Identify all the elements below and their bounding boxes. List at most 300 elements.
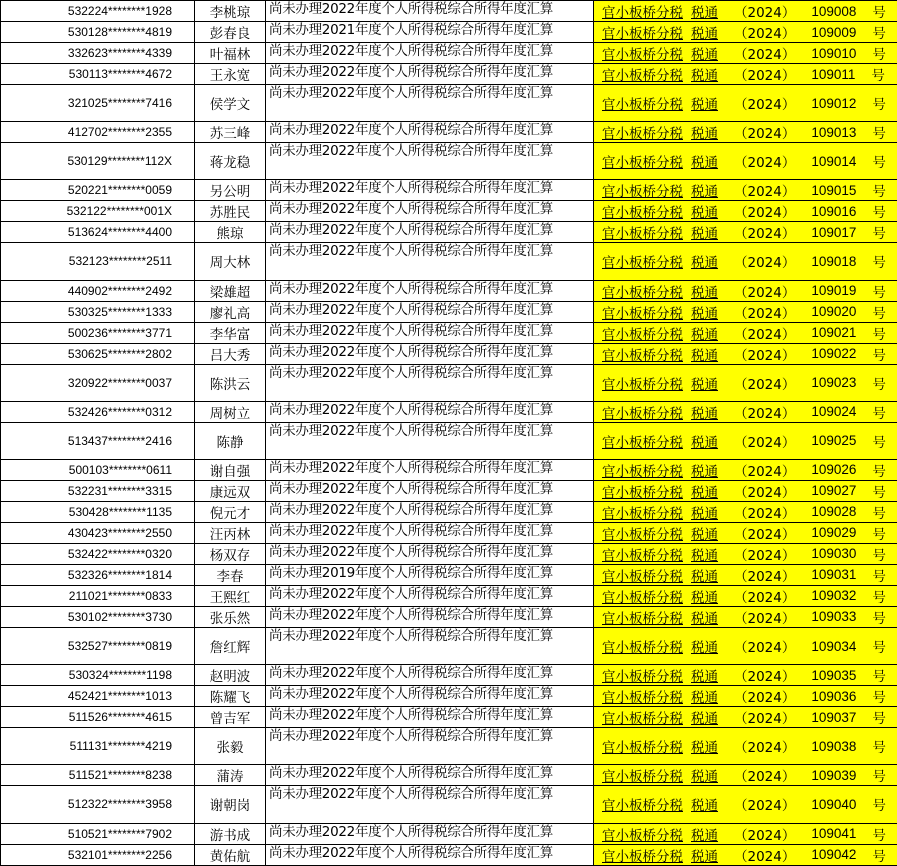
document-number [602, 222, 897, 242]
taxpayer-name-cell[interactable]: 谢自强 [195, 459, 266, 480]
document-number [602, 765, 897, 785]
doc-office: 官小板桥分税 [602, 565, 683, 585]
document-number-cell[interactable] [594, 823, 897, 844]
taxpayer-name-cell[interactable]: 侯学文 [195, 85, 266, 122]
doc-serial: 109039 [811, 768, 856, 783]
id-number-cell[interactable]: 530128********4819 [1, 22, 195, 43]
taxpayer-name-cell[interactable]: 游书成 [195, 823, 266, 844]
status-cell[interactable]: 尚未办理2022年度个人所得税综合所得年度汇算 [266, 543, 594, 564]
document-number [602, 523, 897, 543]
document-number-cell[interactable] [594, 22, 897, 43]
doc-office: 官小板桥分税 [602, 222, 683, 242]
taxpayer-name-cell[interactable]: 苏胜民 [195, 201, 266, 222]
doc-year: （2024） [734, 523, 795, 543]
status-cell[interactable]: 尚未办理2022年度个人所得税综合所得年度汇算 [266, 322, 594, 343]
id-number-cell[interactable]: 511526********4615 [1, 707, 195, 728]
status-cell[interactable]: 尚未办理2019年度个人所得税综合所得年度汇算 [266, 564, 594, 585]
status-cell[interactable]: 尚未办理2022年度个人所得税综合所得年度汇算 [266, 364, 594, 401]
doc-suffix: 号 [872, 1, 886, 21]
doc-serial: 109028 [811, 504, 856, 519]
id-number-cell[interactable]: 440902********2492 [1, 280, 195, 301]
status-cell[interactable]: 尚未办理2022年度个人所得税综合所得年度汇算 [266, 301, 594, 322]
doc-word: 税通 [691, 22, 718, 42]
doc-word: 税通 [691, 323, 718, 343]
table-row [1, 686, 897, 707]
table-row [1, 823, 897, 844]
doc-office: 官小板桥分税 [602, 481, 683, 501]
doc-word: 税通 [691, 402, 718, 422]
doc-suffix: 号 [872, 302, 886, 322]
document-number [602, 544, 897, 564]
table-row [1, 222, 897, 243]
doc-year: （2024） [734, 222, 795, 242]
doc-serial: 109029 [811, 525, 856, 540]
doc-office: 官小板桥分税 [602, 323, 683, 343]
document-number [602, 281, 897, 301]
document-number [602, 665, 897, 685]
status-cell[interactable]: 尚未办理2022年度个人所得税综合所得年度汇算 [266, 222, 594, 243]
doc-word: 税通 [691, 281, 718, 301]
document-number-cell[interactable] [594, 765, 897, 786]
doc-word: 税通 [691, 607, 718, 627]
id-number-cell[interactable]: 532122********001X [1, 201, 195, 222]
status-cell[interactable]: 尚未办理2022年度个人所得税综合所得年度汇算 [266, 480, 594, 501]
doc-office: 官小板桥分税 [602, 201, 683, 221]
taxpayer-name-cell[interactable]: 李桃琼 [195, 1, 266, 22]
id-number-cell[interactable]: 532123********2511 [1, 243, 195, 280]
document-number-cell[interactable] [594, 564, 897, 585]
document-number-cell[interactable] [594, 422, 897, 459]
document-number [602, 565, 897, 585]
doc-serial: 109008 [811, 4, 856, 19]
doc-year: （2024） [734, 765, 795, 785]
id-number-cell[interactable]: 530428********1135 [1, 501, 195, 522]
taxpayer-name-cell[interactable]: 李春 [195, 564, 266, 585]
doc-year: （2024） [734, 502, 795, 522]
document-number-cell[interactable] [594, 364, 897, 401]
status-cell[interactable]: 尚未办理2022年度个人所得税综合所得年度汇算 [266, 343, 594, 364]
document-number-cell[interactable] [594, 627, 897, 664]
taxpayer-name-cell[interactable]: 蒋龙稳 [195, 143, 266, 180]
status-cell[interactable]: 尚未办理2022年度个人所得税综合所得年度汇算 [266, 1, 594, 22]
document-number-cell[interactable] [594, 665, 897, 686]
taxpayer-name-cell[interactable]: 陈耀飞 [195, 686, 266, 707]
doc-word: 税通 [691, 544, 718, 564]
id-number-cell[interactable]: 430423********2550 [1, 522, 195, 543]
table-row [1, 665, 897, 686]
table-row [1, 343, 897, 364]
doc-year: （2024） [734, 481, 795, 501]
doc-suffix: 号 [872, 22, 886, 42]
doc-year: （2024） [734, 302, 795, 322]
doc-year: （2024） [734, 736, 795, 756]
doc-suffix: 号 [872, 481, 886, 501]
doc-word: 税通 [691, 93, 718, 113]
document-number [602, 122, 897, 142]
doc-office: 官小板桥分税 [602, 502, 683, 522]
doc-suffix: 号 [872, 845, 886, 865]
doc-word: 税通 [691, 845, 718, 865]
status-cell[interactable]: 尚未办理2022年度个人所得税综合所得年度汇算 [266, 280, 594, 301]
doc-serial: 109025 [811, 433, 856, 448]
id-number-cell[interactable]: 530325********1333 [1, 301, 195, 322]
table-row [1, 243, 897, 280]
document-number-cell[interactable] [594, 606, 897, 627]
doc-year: （2024） [734, 201, 795, 221]
doc-office: 官小板桥分税 [602, 43, 683, 63]
doc-serial: 109014 [811, 154, 856, 169]
doc-word: 税通 [691, 64, 718, 84]
table-row [1, 322, 897, 343]
doc-word: 税通 [691, 686, 718, 706]
document-number [602, 736, 897, 756]
doc-year: （2024） [734, 845, 795, 865]
id-number-cell[interactable]: 532101********2256 [1, 844, 195, 865]
status-cell[interactable]: 尚未办理2022年度个人所得税综合所得年度汇算 [266, 459, 594, 480]
status-cell[interactable]: 尚未办理2022年度个人所得税综合所得年度汇算 [266, 243, 594, 280]
doc-suffix: 号 [872, 586, 886, 606]
document-number-cell[interactable] [594, 122, 897, 143]
taxpayer-name-cell[interactable]: 彭春良 [195, 22, 266, 43]
doc-serial: 109022 [811, 346, 856, 361]
taxpayer-name-cell[interactable]: 王永宽 [195, 64, 266, 85]
taxpayer-name-cell[interactable]: 周树立 [195, 401, 266, 422]
taxpayer-name-cell[interactable]: 张毅 [195, 728, 266, 765]
doc-serial: 109020 [811, 304, 856, 319]
document-number-cell[interactable] [594, 543, 897, 564]
taxpayer-name-cell[interactable]: 詹红辉 [195, 627, 266, 664]
doc-office: 官小板桥分税 [602, 765, 683, 785]
status-cell[interactable]: 尚未办理2022年度个人所得税综合所得年度汇算 [266, 85, 594, 122]
doc-suffix: 号 [872, 636, 886, 656]
document-number [602, 402, 897, 422]
doc-word: 税通 [691, 707, 718, 727]
table-row [1, 422, 897, 459]
document-number-cell[interactable] [594, 786, 897, 823]
id-number-cell[interactable]: 511131********4219 [1, 728, 195, 765]
document-number-cell[interactable] [594, 1, 897, 22]
status-cell[interactable]: 尚未办理2021年度个人所得税综合所得年度汇算 [266, 22, 594, 43]
doc-office: 官小板桥分税 [602, 64, 683, 84]
status-cell[interactable]: 尚未办理2022年度个人所得税综合所得年度汇算 [266, 522, 594, 543]
id-number-cell[interactable]: 512322********3958 [1, 786, 195, 823]
status-cell[interactable]: 尚未办理2022年度个人所得税综合所得年度汇算 [266, 765, 594, 786]
id-number-cell[interactable]: 513624********4400 [1, 222, 195, 243]
document-number [602, 460, 897, 480]
id-number-cell[interactable]: 532326********1814 [1, 564, 195, 585]
status-cell[interactable]: 尚未办理2022年度个人所得税综合所得年度汇算 [266, 122, 594, 143]
doc-office: 官小板桥分税 [602, 586, 683, 606]
doc-suffix: 号 [872, 607, 886, 627]
document-number [602, 323, 897, 343]
document-number-cell[interactable] [594, 201, 897, 222]
id-number-cell[interactable]: 530113********4672 [1, 64, 195, 85]
status-cell[interactable]: 尚未办理2022年度个人所得税综合所得年度汇算 [266, 665, 594, 686]
doc-suffix: 号 [872, 93, 886, 113]
doc-year: （2024） [734, 373, 795, 393]
document-number-cell[interactable] [594, 522, 897, 543]
taxpayer-name-cell[interactable]: 谢朝岗 [195, 786, 266, 823]
doc-year: （2024） [734, 794, 795, 814]
document-number-cell[interactable] [594, 728, 897, 765]
id-number-cell[interactable]: 500236********3771 [1, 322, 195, 343]
taxpayer-name-cell[interactable]: 汪丙林 [195, 522, 266, 543]
doc-serial: 109017 [811, 225, 856, 240]
doc-year: （2024） [734, 544, 795, 564]
table-row [1, 64, 897, 85]
doc-office: 官小板桥分税 [602, 686, 683, 706]
id-number-cell[interactable]: 532224********1928 [1, 1, 195, 22]
status-cell[interactable]: 尚未办理2022年度个人所得税综合所得年度汇算 [266, 43, 594, 64]
taxpayer-name-cell[interactable]: 叶福林 [195, 43, 266, 64]
status-cell[interactable]: 尚未办理2022年度个人所得税综合所得年度汇算 [266, 143, 594, 180]
table-row [1, 585, 897, 606]
doc-serial: 109040 [811, 797, 856, 812]
id-number-cell[interactable]: 412702********2355 [1, 122, 195, 143]
id-number-cell[interactable]: 530102********3730 [1, 606, 195, 627]
table-row [1, 22, 897, 43]
id-number-cell[interactable]: 513437********2416 [1, 422, 195, 459]
doc-serial: 109016 [811, 204, 856, 219]
doc-word: 税通 [691, 502, 718, 522]
taxpayer-name-cell[interactable]: 苏三峰 [195, 122, 266, 143]
id-number-cell[interactable]: 500103********0611 [1, 459, 195, 480]
taxpayer-name-cell[interactable]: 廖礼高 [195, 301, 266, 322]
document-number-cell[interactable] [594, 143, 897, 180]
doc-serial: 109009 [811, 25, 856, 40]
status-cell[interactable]: 尚未办理2022年度个人所得税综合所得年度汇算 [266, 201, 594, 222]
table-row [1, 1, 897, 22]
id-number-cell[interactable]: 532527********0819 [1, 627, 195, 664]
doc-serial: 109019 [811, 283, 856, 298]
doc-suffix: 号 [872, 665, 886, 685]
table-row [1, 459, 897, 480]
doc-suffix: 号 [872, 43, 886, 63]
doc-office: 官小板桥分税 [602, 402, 683, 422]
doc-serial: 109034 [811, 639, 856, 654]
id-number-cell[interactable]: 452421********1013 [1, 686, 195, 707]
id-number-cell[interactable]: 332623********4339 [1, 43, 195, 64]
taxpayer-name-cell[interactable]: 康远双 [195, 480, 266, 501]
taxpayer-name-cell[interactable]: 熊琼 [195, 222, 266, 243]
doc-year: （2024） [734, 586, 795, 606]
doc-word: 税通 [691, 523, 718, 543]
doc-word: 税通 [691, 43, 718, 63]
doc-office: 官小板桥分税 [602, 251, 683, 271]
doc-suffix: 号 [872, 323, 886, 343]
doc-suffix: 号 [872, 794, 886, 814]
document-number [602, 302, 897, 322]
document-number-cell[interactable] [594, 243, 897, 280]
document-number [602, 1, 897, 21]
doc-suffix: 号 [872, 281, 886, 301]
document-number [602, 180, 897, 200]
document-number [602, 201, 897, 221]
id-number-cell[interactable]: 320922********0037 [1, 364, 195, 401]
document-number-cell[interactable] [594, 222, 897, 243]
taxpayer-name-cell[interactable]: 梁雄超 [195, 280, 266, 301]
document-number-cell[interactable] [594, 180, 897, 201]
table-row [1, 564, 897, 585]
document-number [602, 22, 897, 42]
doc-serial: 109023 [811, 375, 856, 390]
doc-suffix: 号 [872, 373, 886, 393]
doc-year: （2024） [734, 281, 795, 301]
id-number-cell[interactable]: 530324********1198 [1, 665, 195, 686]
doc-office: 官小板桥分税 [602, 281, 683, 301]
doc-office: 官小板桥分税 [602, 607, 683, 627]
table-row [1, 364, 897, 401]
doc-year: （2024） [734, 824, 795, 844]
status-cell[interactable]: 尚未办理2022年度个人所得税综合所得年度汇算 [266, 844, 594, 865]
doc-serial: 109027 [811, 483, 856, 498]
table-row [1, 501, 897, 522]
taxpayer-name-cell[interactable]: 另公明 [195, 180, 266, 201]
doc-year: （2024） [734, 665, 795, 685]
document-number-cell[interactable] [594, 844, 897, 865]
doc-word: 税通 [691, 222, 718, 242]
id-number-cell[interactable]: 530625********2802 [1, 343, 195, 364]
doc-serial: 109030 [811, 546, 856, 561]
id-number-cell[interactable]: 321025********7416 [1, 85, 195, 122]
id-number-cell[interactable]: 511521********8238 [1, 765, 195, 786]
doc-serial: 109033 [811, 609, 856, 624]
table-row [1, 401, 897, 422]
table-row [1, 543, 897, 564]
doc-serial: 109010 [811, 46, 856, 61]
doc-serial: 109032 [811, 588, 856, 603]
status-cell[interactable]: 尚未办理2022年度个人所得税综合所得年度汇算 [266, 180, 594, 201]
doc-suffix: 号 [872, 180, 886, 200]
taxpayer-name-cell[interactable]: 李华富 [195, 322, 266, 343]
doc-word: 税通 [691, 794, 718, 814]
taxpayer-name-cell[interactable]: 吕大秀 [195, 343, 266, 364]
status-cell[interactable]: 尚未办理2022年度个人所得税综合所得年度汇算 [266, 728, 594, 765]
id-number-cell[interactable]: 510521********7902 [1, 823, 195, 844]
taxpayer-name-cell[interactable]: 倪元才 [195, 501, 266, 522]
doc-year: （2024） [734, 636, 795, 656]
taxpayer-name-cell[interactable]: 黄佑航 [195, 844, 266, 865]
document-number-cell[interactable] [594, 585, 897, 606]
taxpayer-name-cell[interactable]: 蒲涛 [195, 765, 266, 786]
doc-office: 官小板桥分税 [602, 344, 683, 364]
document-number-cell[interactable] [594, 322, 897, 343]
table-row [1, 201, 897, 222]
document-number-cell[interactable] [594, 343, 897, 364]
document-number-cell[interactable] [594, 64, 897, 85]
document-number-cell[interactable] [594, 301, 897, 322]
id-number-cell[interactable]: 532422********0320 [1, 543, 195, 564]
document-number [602, 607, 897, 627]
doc-year: （2024） [734, 1, 795, 21]
id-number-cell[interactable]: 211021********0833 [1, 585, 195, 606]
table-row [1, 522, 897, 543]
doc-office: 官小板桥分税 [602, 180, 683, 200]
status-cell[interactable]: 尚未办理2022年度个人所得税综合所得年度汇算 [266, 707, 594, 728]
status-cell[interactable]: 尚未办理2022年度个人所得税综合所得年度汇算 [266, 422, 594, 459]
document-number-cell[interactable] [594, 686, 897, 707]
doc-suffix: 号 [872, 201, 886, 221]
doc-office: 官小板桥分税 [602, 122, 683, 142]
document-number [602, 824, 897, 844]
table-row [1, 143, 897, 180]
taxpayer-name-cell[interactable]: 杨双存 [195, 543, 266, 564]
status-cell[interactable]: 尚未办理2022年度个人所得税综合所得年度汇算 [266, 585, 594, 606]
doc-word: 税通 [691, 431, 718, 451]
doc-word: 税通 [691, 122, 718, 142]
doc-serial: 109012 [811, 96, 856, 111]
doc-office: 官小板桥分税 [602, 707, 683, 727]
doc-word: 税通 [691, 201, 718, 221]
document-number-cell[interactable] [594, 401, 897, 422]
doc-office: 官小板桥分税 [602, 794, 683, 814]
document-number-cell[interactable] [594, 459, 897, 480]
id-number-cell[interactable]: 532426********0312 [1, 401, 195, 422]
id-number-cell[interactable]: 530129********112X [1, 143, 195, 180]
doc-suffix: 号 [872, 402, 886, 422]
document-number-cell[interactable] [594, 480, 897, 501]
document-number-cell[interactable] [594, 280, 897, 301]
doc-office: 官小板桥分税 [602, 151, 683, 171]
document-number-cell[interactable] [594, 43, 897, 64]
doc-suffix: 号 [872, 151, 886, 171]
document-number [602, 43, 897, 63]
taxpayer-name-cell[interactable]: 陈静 [195, 422, 266, 459]
taxpayer-name-cell[interactable]: 张乐然 [195, 606, 266, 627]
doc-word: 税通 [691, 373, 718, 393]
status-cell[interactable]: 尚未办理2022年度个人所得税综合所得年度汇算 [266, 501, 594, 522]
doc-year: （2024） [734, 402, 795, 422]
doc-serial: 109031 [811, 567, 856, 582]
taxpayer-name-cell[interactable]: 曾吉军 [195, 707, 266, 728]
status-cell[interactable]: 尚未办理2022年度个人所得税综合所得年度汇算 [266, 786, 594, 823]
table-body [1, 1, 897, 866]
doc-suffix: 号 [872, 765, 886, 785]
doc-word: 税通 [691, 481, 718, 501]
id-number-cell[interactable]: 520221********0059 [1, 180, 195, 201]
status-cell[interactable]: 尚未办理2022年度个人所得税综合所得年度汇算 [266, 64, 594, 85]
doc-word: 税通 [691, 565, 718, 585]
doc-serial: 109036 [811, 689, 856, 704]
taxpayer-name-cell[interactable]: 赵明波 [195, 665, 266, 686]
document-number-cell[interactable] [594, 707, 897, 728]
doc-office: 官小板桥分税 [602, 736, 683, 756]
taxpayer-name-cell[interactable]: 王熙红 [195, 585, 266, 606]
table-row [1, 728, 897, 765]
doc-office: 官小板桥分税 [602, 544, 683, 564]
doc-serial: 109015 [811, 183, 856, 198]
doc-word: 税通 [691, 460, 718, 480]
document-number-cell[interactable] [594, 85, 897, 122]
status-cell[interactable]: 尚未办理2022年度个人所得税综合所得年度汇算 [266, 627, 594, 664]
doc-suffix: 号 [872, 824, 886, 844]
document-number-cell[interactable] [594, 501, 897, 522]
document-number [602, 373, 897, 393]
id-number-cell[interactable]: 532231********3315 [1, 480, 195, 501]
taxpayer-name-cell[interactable]: 陈洪云 [195, 364, 266, 401]
doc-word: 税通 [691, 180, 718, 200]
table-row [1, 627, 897, 664]
status-cell[interactable]: 尚未办理2022年度个人所得税综合所得年度汇算 [266, 606, 594, 627]
taxpayer-name-cell[interactable]: 周大林 [195, 243, 266, 280]
status-cell[interactable]: 尚未办理2022年度个人所得税综合所得年度汇算 [266, 823, 594, 844]
table-row [1, 301, 897, 322]
doc-serial: 109026 [811, 462, 856, 477]
doc-office: 官小板桥分税 [602, 1, 683, 21]
status-cell[interactable]: 尚未办理2022年度个人所得税综合所得年度汇算 [266, 401, 594, 422]
doc-suffix: 号 [872, 431, 886, 451]
status-cell[interactable]: 尚未办理2022年度个人所得税综合所得年度汇算 [266, 686, 594, 707]
